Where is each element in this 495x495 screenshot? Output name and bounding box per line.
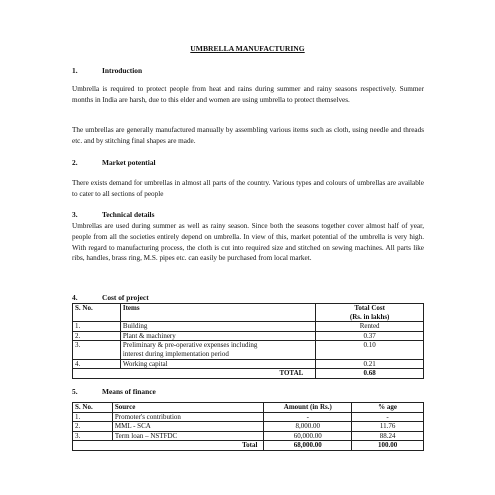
header-sno: S. No. xyxy=(73,403,113,413)
means-of-finance-table xyxy=(72,402,424,451)
cell-cost: 0.21 xyxy=(316,359,424,369)
document-title: UMBRELLA MANUFACTURING xyxy=(190,44,305,53)
section-title: Market potential xyxy=(102,158,156,167)
cell-percentage: 11.76 xyxy=(352,422,424,432)
total-label: TOTAL xyxy=(120,369,315,379)
header-amount: Amount (in Rs.) xyxy=(264,403,352,413)
section-heading-technical-details xyxy=(72,210,155,219)
table-header-row xyxy=(73,304,424,322)
cell-sno: 1. xyxy=(73,412,113,422)
cell-sno: 2. xyxy=(73,331,121,341)
cell-item-line1: Preliminary & pre-operative expenses including xyxy=(122,341,258,350)
table-row xyxy=(73,412,424,422)
section-heading-introduction xyxy=(72,66,142,75)
introduction-paragraph-2 xyxy=(72,125,424,147)
cell-percentage: 88.24 xyxy=(352,431,424,441)
cell-sno: 2. xyxy=(73,422,113,432)
header-total-cost-line1: Total Cost xyxy=(354,304,385,312)
cell-sno: 4. xyxy=(73,359,121,369)
cell-amount: 60,000.00 xyxy=(264,431,352,441)
cell-item: Plant & machinery xyxy=(120,331,315,341)
section-heading-means-of-finance xyxy=(72,387,156,396)
table-total-row xyxy=(73,441,424,451)
table-row xyxy=(73,359,424,369)
table-row xyxy=(73,341,424,359)
introduction-paragraph-1 xyxy=(72,84,424,106)
section-title: Cost of project xyxy=(102,293,149,302)
table-total-row xyxy=(73,369,424,379)
cell-item: Building xyxy=(120,322,315,332)
section-heading-market-potential xyxy=(72,158,156,167)
cell-cost: 0.37 xyxy=(316,331,424,341)
paragraph-text: The umbrellas are generally manufactured manually by assembling various items such as cloth, using needle and threads etc. and by stitching final shapes are made. xyxy=(72,126,424,145)
section-number: 3. xyxy=(72,210,78,219)
table-row xyxy=(73,331,424,341)
total-percentage: 100.00 xyxy=(352,441,424,451)
table-row xyxy=(73,322,424,332)
paragraph-text: Umbrella is required to protect people from heat and rains during summer and rainy seasons respectively. Summer months in India are harsh, due to this elder and women are using umbrella to protect themselves. xyxy=(72,85,424,104)
table-header-row xyxy=(73,403,424,413)
cost-of-project-table xyxy=(72,303,424,379)
total-amount: 68,000.00 xyxy=(264,441,352,451)
table-row xyxy=(73,431,424,441)
section-number: 1. xyxy=(72,66,78,75)
section-title: Introduction xyxy=(102,66,143,75)
cell-source: MML - SCA xyxy=(112,422,264,432)
cell-amount: 8,000.00 xyxy=(264,422,352,432)
section-number: 2. xyxy=(72,158,78,167)
cell-item-line2: interest during implementation period xyxy=(122,349,229,358)
cell-blank xyxy=(73,441,113,451)
market-potential-paragraph xyxy=(72,178,424,200)
header-total-cost-line2: (Rs. in lakhs) xyxy=(349,312,390,321)
cell-percentage: - xyxy=(352,412,424,422)
total-value: 0.68 xyxy=(316,369,424,379)
cell-cost: 0.10 xyxy=(316,341,424,359)
section-heading-cost-of-project xyxy=(72,293,149,302)
section-title: Technical details xyxy=(102,210,155,219)
cell-blank xyxy=(73,369,121,379)
cell-source: Promoter's contribution xyxy=(112,412,264,422)
header-percentage: % age xyxy=(352,403,424,413)
paragraph-text: There exists demand for umbrellas in almost all parts of the country. Various types and colours of umbrellas are available to cater to all sections of people xyxy=(72,179,424,198)
header-total-cost xyxy=(316,304,424,322)
header-source: Source xyxy=(112,403,264,413)
table-row xyxy=(73,422,424,432)
cell-sno: 3. xyxy=(73,341,121,359)
section-number: 5. xyxy=(72,387,78,396)
cell-source: Term loan – NSTFDC xyxy=(112,431,264,441)
technical-details-paragraph xyxy=(72,221,424,264)
cell-item: Working capital xyxy=(120,359,315,369)
cell-sno: 3. xyxy=(73,431,113,441)
cell-amount: - xyxy=(264,412,352,422)
header-sno: S. No. xyxy=(73,304,121,322)
cell-cost: Rented xyxy=(316,322,424,332)
header-items: Items xyxy=(120,304,315,322)
section-title: Means of finance xyxy=(102,387,156,396)
cell-item xyxy=(120,341,315,359)
section-number: 4. xyxy=(72,293,78,302)
cell-sno: 1. xyxy=(73,322,121,332)
total-label: Total xyxy=(112,441,264,451)
paragraph-text: Umbrellas are used during summer as well as rainy season. Since both the seasons together cover almost half of year, people from all the societies entirely depend on umbrella. In view of this, market potential of the umbrella is very high. With regard to manufacturing process, the cloth is cut into required size and stitched on sewing machines. All parts like ribs, handles, brass ring, M.S. pipes etc. can easily be purchased from local market. xyxy=(72,222,424,263)
